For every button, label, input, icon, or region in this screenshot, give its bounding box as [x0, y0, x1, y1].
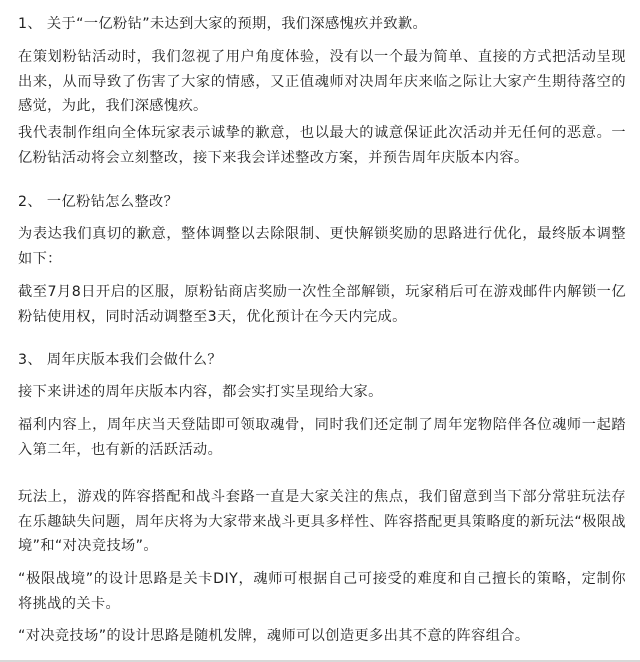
section-3-paragraph-1: 接下来讲述的周年庆版本内容，都会实打实呈现给大家。: [18, 384, 383, 400]
section-3-paragraph-4: “极限战境”的设计思路是关卡DIY，魂师可根据自己可接受的难度和自己擅长的策略，定制你将挑战的关卡。: [18, 571, 626, 612]
section-2-paragraph-2: 截至7月8日开启的区服，原粉钻商店奖励一次性全部解锁，玩家稍后可在游戏邮件内解锁一亿粉钻使用权，同时活动调整至3天，优化预计在今天内完成。: [18, 284, 626, 325]
section-3-paragraph-5: “对决竞技场”的设计思路是随机发牌，魂师可以创造更多出其不意的阵容组合。: [18, 628, 530, 644]
section-3-paragraph-3: 玩法上，游戏的阵容搭配和战斗套路一直是大家关注的焦点，我们留意到当下部分常驻玩法存在乐趣缺失问题，周年庆将为大家带来战斗更具多样性、阵容搭配更具策略度的新玩法“极限战境”和“对决竞技场”。: [18, 489, 626, 554]
section-1-paragraph-1: 在策划粉钻活动时，我们忽视了用户角度体验，没有以一个最为简单、直接的方式把活动呈现出来，从而导致了伤害了大家的情感，又正值魂师对决周年庆来临之际让大家产生期待落空的感觉，为此，我们深感愧疚。: [18, 49, 626, 114]
section-1-paragraph-2: 我代表制作组向全体玩家表示诚挚的歉意，也以最大的诚意保证此次活动并无任何的恶意。一亿粉钻活动将会立刻整改，接下来我会详述整改方案，并预告周年庆版本内容。: [18, 125, 626, 166]
section-1-heading: 1、 关于“一亿粉钻”未达到大家的预期，我们深感愧疚并致歉。: [18, 16, 428, 32]
section-2-heading: 2、 一亿粉钻怎么整改？: [18, 194, 179, 210]
section-2-paragraph-1: 为表达我们真切的歉意，整体调整以去除限制、更快解锁奖励的思路进行优化，最终版本调整如下：: [18, 226, 626, 267]
section-3-paragraph-2: 福利内容上，周年庆当天登陆即可领取魂骨，同时我们还定制了周年宠物陪伴各位魂师一起踏入第二年，也有新的活跃活动。: [18, 417, 626, 458]
section-3-heading: 3、 周年庆版本我们会做什么？: [18, 352, 222, 368]
